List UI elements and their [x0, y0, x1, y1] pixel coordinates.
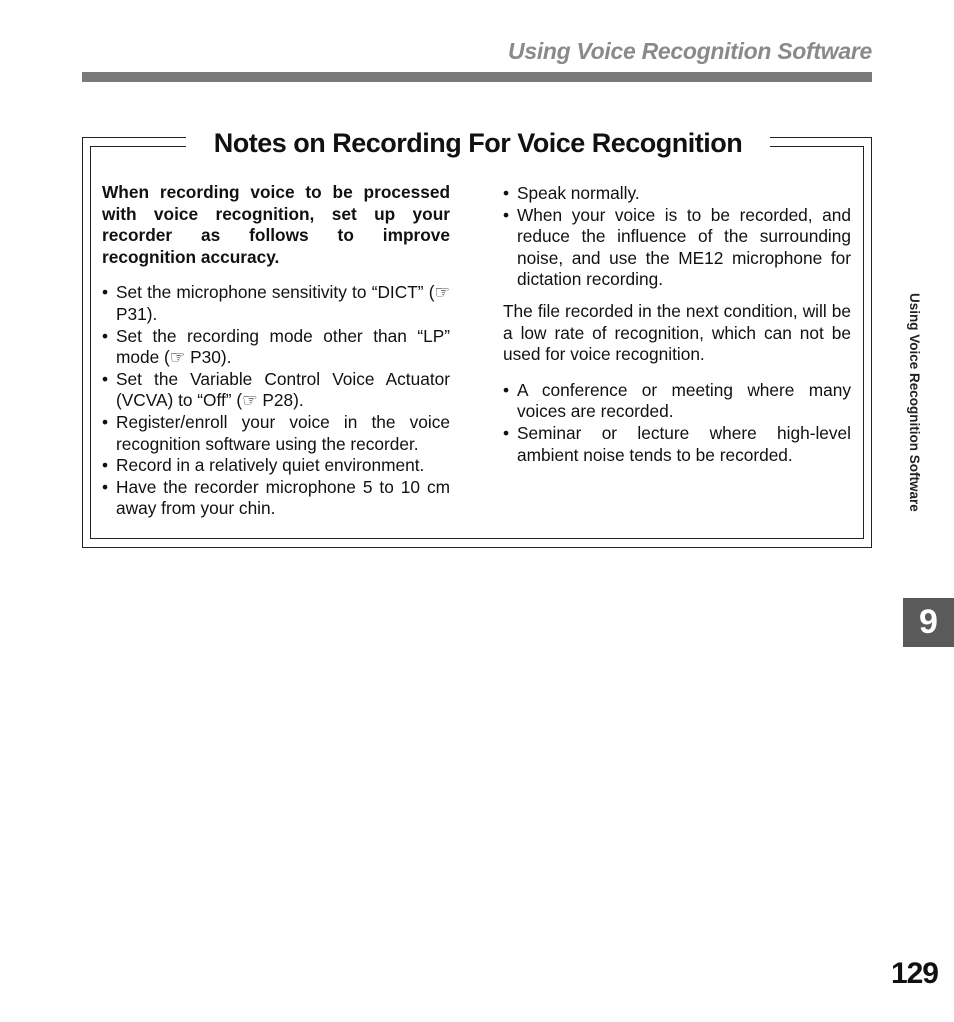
list-item: • Set the recording mode other than “LP” mode (☞ P30).: [102, 326, 450, 369]
chapter-tab: 9: [903, 598, 954, 647]
setup-bullet-list: [102, 282, 450, 520]
side-section-label: [893, 293, 933, 573]
right-column: [503, 183, 851, 466]
list-item: • When your voice is to be recorded, and reduce the influence of the surrounding noise, and use the ME12 microphone for dictation recording.: [503, 205, 851, 291]
list-item: • Speak normally.: [503, 183, 851, 205]
header-rule: [82, 72, 872, 82]
list-item: • Set the Variable Control Voice Actuator (VCVA) to “Off” (☞ P28).: [102, 369, 450, 412]
left-column: [102, 182, 450, 520]
notes-title: Notes on Recording For Voice Recognition: [213, 128, 743, 158]
list-item: • A conference or meeting where many voices are recorded.: [503, 380, 851, 423]
condition-paragraph: The file recorded in the next condition, will be a low rate of recognition, which can not be used for voice recognition.: [503, 300, 851, 365]
condition-bullet-list: [503, 380, 851, 466]
list-item: • Record in a relatively quiet environment.: [102, 455, 450, 477]
intro-paragraph: When recording voice to be processed with voice recognition, set up your recorder as follows to improve recognition accuracy.: [102, 182, 450, 267]
notes-title-container: [186, 124, 770, 162]
speaking-bullet-list: [503, 183, 851, 291]
list-item: • Set the microphone sensitivity to “DICT” (☞ P31).: [102, 282, 450, 325]
side-section-label-text: Using Voice Recognition Software: [907, 293, 922, 512]
list-item: • Have the recorder microphone 5 to 10 cm away from your chin.: [102, 477, 450, 520]
running-header-title: Using Voice Recognition Software: [508, 38, 872, 64]
page-number: 129: [890, 957, 938, 990]
list-item: • Register/enroll your voice in the voice recognition software using the recorder.: [102, 412, 450, 455]
list-item: • Seminar or lecture where high-level ambient noise tends to be recorded.: [503, 423, 851, 466]
